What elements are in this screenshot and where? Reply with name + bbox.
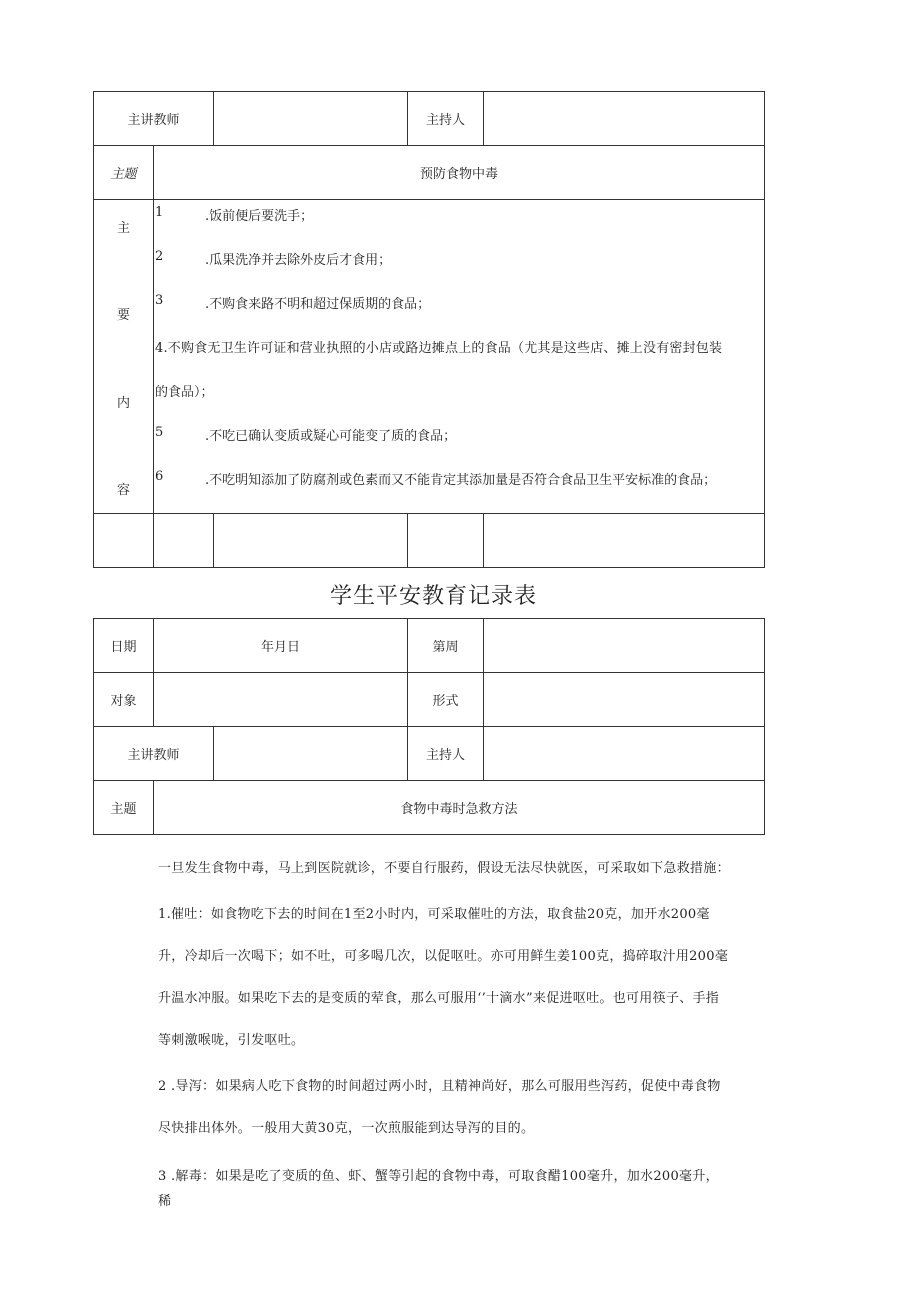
body-line-9: 稀 bbox=[158, 1194, 172, 1209]
teacher-value-cell[interactable] bbox=[214, 727, 407, 780]
topic-label: 主题 bbox=[110, 167, 137, 182]
topic-value: 预防食物中毒 bbox=[419, 167, 498, 182]
body-line-1: 一旦发生食物中毒，马上到医院就诊，不要自行服药，假设无法尽快就医，可采取如下急救措施： bbox=[158, 861, 730, 876]
date-value[interactable]: 年月日 bbox=[260, 640, 300, 655]
teacher-value-cell[interactable] bbox=[214, 92, 407, 145]
empty-cell[interactable] bbox=[484, 514, 764, 567]
topic-value: 食物中毒时急救方法 bbox=[400, 802, 518, 817]
content-label-char-1: 主 bbox=[117, 221, 131, 236]
empty-cell[interactable] bbox=[94, 514, 153, 567]
empty-cell[interactable] bbox=[408, 514, 483, 567]
content-label-char-4: 容 bbox=[117, 483, 131, 498]
item-4-text: 4.不购食无卫生许可证和营业执照的小店或路边摊点上的食品（尤其是这些店、摊上没有密封包装 bbox=[155, 341, 723, 356]
host-value-cell[interactable] bbox=[484, 92, 764, 145]
content-label-char-3: 内 bbox=[117, 396, 131, 411]
item-4-continued: 的食品）； bbox=[155, 385, 214, 400]
body-line-5: 等刺激喉咙，引发呕吐。 bbox=[158, 1033, 305, 1048]
target-label: 对象 bbox=[110, 694, 137, 709]
host-label: 主持人 bbox=[425, 113, 465, 128]
body-line-3: 升，冷却后一次喝下；如不吐，可多喝几次，以促呕吐。亦可用鲜生姜100克，捣碎取汁用200毫 bbox=[158, 949, 729, 964]
content-label-char-2: 要 bbox=[117, 308, 131, 323]
target-value-cell[interactable] bbox=[154, 673, 407, 726]
teacher-label: 主讲教师 bbox=[127, 113, 180, 128]
body-line-8: 3 .解毒：如果是吃了变质的鱼、虾、蟹等引起的食物中毒，可取食醋100毫升，加水200毫升， bbox=[158, 1169, 719, 1184]
item-3-num: 3 bbox=[155, 293, 164, 308]
date-label: 日期 bbox=[110, 640, 137, 655]
item-3-text: .不购食来路不明和超过保质期的食品； bbox=[205, 297, 431, 312]
body-line-6: 2 .导泻：如果病人吃下食物的时间超过两小时，且精神尚好，那么可服用些泻药，促使中毒食物 bbox=[158, 1079, 721, 1094]
host-value-cell[interactable] bbox=[484, 727, 764, 780]
form-label: 形式 bbox=[432, 694, 459, 709]
item-2-num: 2 bbox=[155, 249, 164, 264]
body-line-7: 尽快排出体外。一般用大黄30克，一次煎服能到达导泻的目的。 bbox=[158, 1121, 535, 1136]
host-label: 主持人 bbox=[425, 748, 465, 763]
topic-label: 主题 bbox=[110, 802, 137, 817]
item-6-text: .不吃明知添加了防腐剂或色素而又不能肯定其添加量是否符合食品卫生平安标准的食品； bbox=[205, 473, 717, 488]
empty-cell[interactable] bbox=[154, 514, 213, 567]
item-5-text: .不吃已确认变质或疑心可能变了质的食品； bbox=[205, 429, 457, 444]
item-1-num: 1 bbox=[155, 205, 164, 220]
form-value-cell[interactable] bbox=[484, 673, 764, 726]
week-label: 第周 bbox=[432, 640, 459, 655]
item-2-text: .瓜果洗净并去除外皮后才食用； bbox=[205, 253, 392, 268]
document-title: 学生平安教育记录表 bbox=[330, 584, 538, 609]
item-6-num: 6 bbox=[155, 469, 164, 484]
body-line-4: 升温水冲服。如果吃下去的是变质的荤食，那么可服用‘’十滴水”来促进呕吐。也可用筷子、手指 bbox=[158, 991, 720, 1006]
week-value-cell[interactable] bbox=[484, 619, 764, 672]
empty-cell[interactable] bbox=[214, 514, 407, 567]
item-5-num: 5 bbox=[155, 425, 164, 440]
item-1-text: .饭前便后要洗手； bbox=[205, 209, 314, 224]
body-line-2: 1.催吐：如食物吃下去的时间在1至2小时内，可采取催吐的方法，取食盐20克，加开水200毫 bbox=[158, 907, 710, 922]
teacher-label: 主讲教师 bbox=[127, 748, 180, 763]
